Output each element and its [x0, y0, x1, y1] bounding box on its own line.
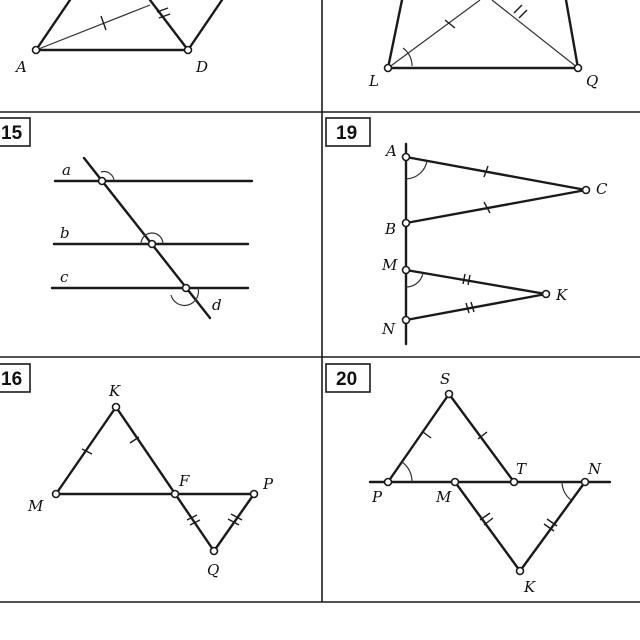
label-A: A [386, 142, 397, 160]
point-Q [575, 65, 582, 72]
segment-D-up [188, 0, 222, 50]
panel-15 [0, 118, 252, 318]
point-N [403, 317, 410, 324]
label-D: D [196, 58, 209, 76]
label-K: K [109, 382, 121, 400]
label-C: C [596, 180, 608, 198]
segment-NK [520, 482, 585, 571]
point-A [33, 47, 40, 54]
label-S: S [440, 370, 451, 388]
label-c: c [60, 268, 69, 286]
intersection-point [99, 178, 106, 185]
point-M [403, 267, 410, 274]
tick-mark [484, 518, 493, 525]
tick-mark [463, 274, 465, 284]
tick-mark [468, 275, 470, 285]
segment-ST [449, 394, 514, 482]
segment-NK [406, 294, 546, 320]
segment-Q-up [566, 0, 578, 68]
label-M: M [436, 488, 452, 506]
label-N: N [382, 320, 396, 338]
label-d: d [212, 296, 222, 314]
panel-number: 19 [336, 123, 358, 144]
label-b: b [60, 224, 70, 242]
label-P: P [372, 488, 383, 506]
label-B: B [385, 220, 397, 238]
segment-KQ [116, 407, 214, 551]
point-P [251, 491, 258, 498]
angle-arc-P [402, 462, 412, 482]
panel-16 [0, 364, 274, 579]
label-T: T [516, 460, 527, 478]
point-N [582, 479, 589, 486]
figure-top-right [368, 0, 598, 90]
tick-mark [519, 10, 527, 18]
point-B [403, 220, 410, 227]
segment-PS [388, 394, 449, 482]
panel-number: 20 [336, 369, 358, 390]
segment-A-up [36, 0, 70, 50]
angle-arc-N [562, 482, 571, 500]
label-Q: Q [207, 561, 220, 579]
label-Q: Q [586, 72, 599, 90]
segment-L-up [388, 0, 402, 68]
diagonal-Q [492, 0, 578, 68]
intersection-point [149, 241, 156, 248]
label-a: a [62, 161, 71, 179]
tick-mark [423, 432, 431, 438]
label-K: K [524, 578, 536, 596]
label-N: N [588, 460, 602, 478]
segment-D-up-left [150, 0, 188, 50]
figure-top-left [14, 0, 222, 76]
diagonal-L [388, 0, 480, 68]
point-K [113, 404, 120, 411]
point-F [172, 491, 179, 498]
panel-19 [326, 118, 608, 344]
label-M: M [28, 497, 44, 515]
angle-arc-M [406, 273, 423, 287]
label-A: A [16, 58, 27, 76]
segment-MK [455, 482, 520, 571]
panel-number: 15 [1, 123, 23, 144]
segment-MK [406, 270, 546, 294]
intersection-point [183, 285, 190, 292]
point-L [385, 65, 392, 72]
diagonal-A [36, 5, 150, 50]
point-Q [211, 548, 218, 555]
point-C [583, 187, 590, 194]
point-T [511, 479, 518, 486]
point-M [452, 479, 459, 486]
angle-arc-A [406, 161, 427, 179]
label-P: P [263, 475, 274, 493]
point-S [446, 391, 453, 398]
segment-BC [406, 190, 586, 223]
label-M: M [382, 256, 398, 274]
point-M [53, 491, 60, 498]
label-L: L [369, 72, 379, 90]
point-A [403, 154, 410, 161]
point-K [517, 568, 524, 575]
panel-20 [326, 364, 610, 596]
tick-mark [514, 5, 522, 13]
segment-AC [406, 157, 586, 190]
panel-number: 16 [1, 369, 23, 390]
label-F: F [179, 472, 190, 490]
point-D [185, 47, 192, 54]
tick-mark [445, 20, 455, 28]
label-K: K [556, 286, 568, 304]
point-P [385, 479, 392, 486]
point-K [543, 291, 550, 298]
